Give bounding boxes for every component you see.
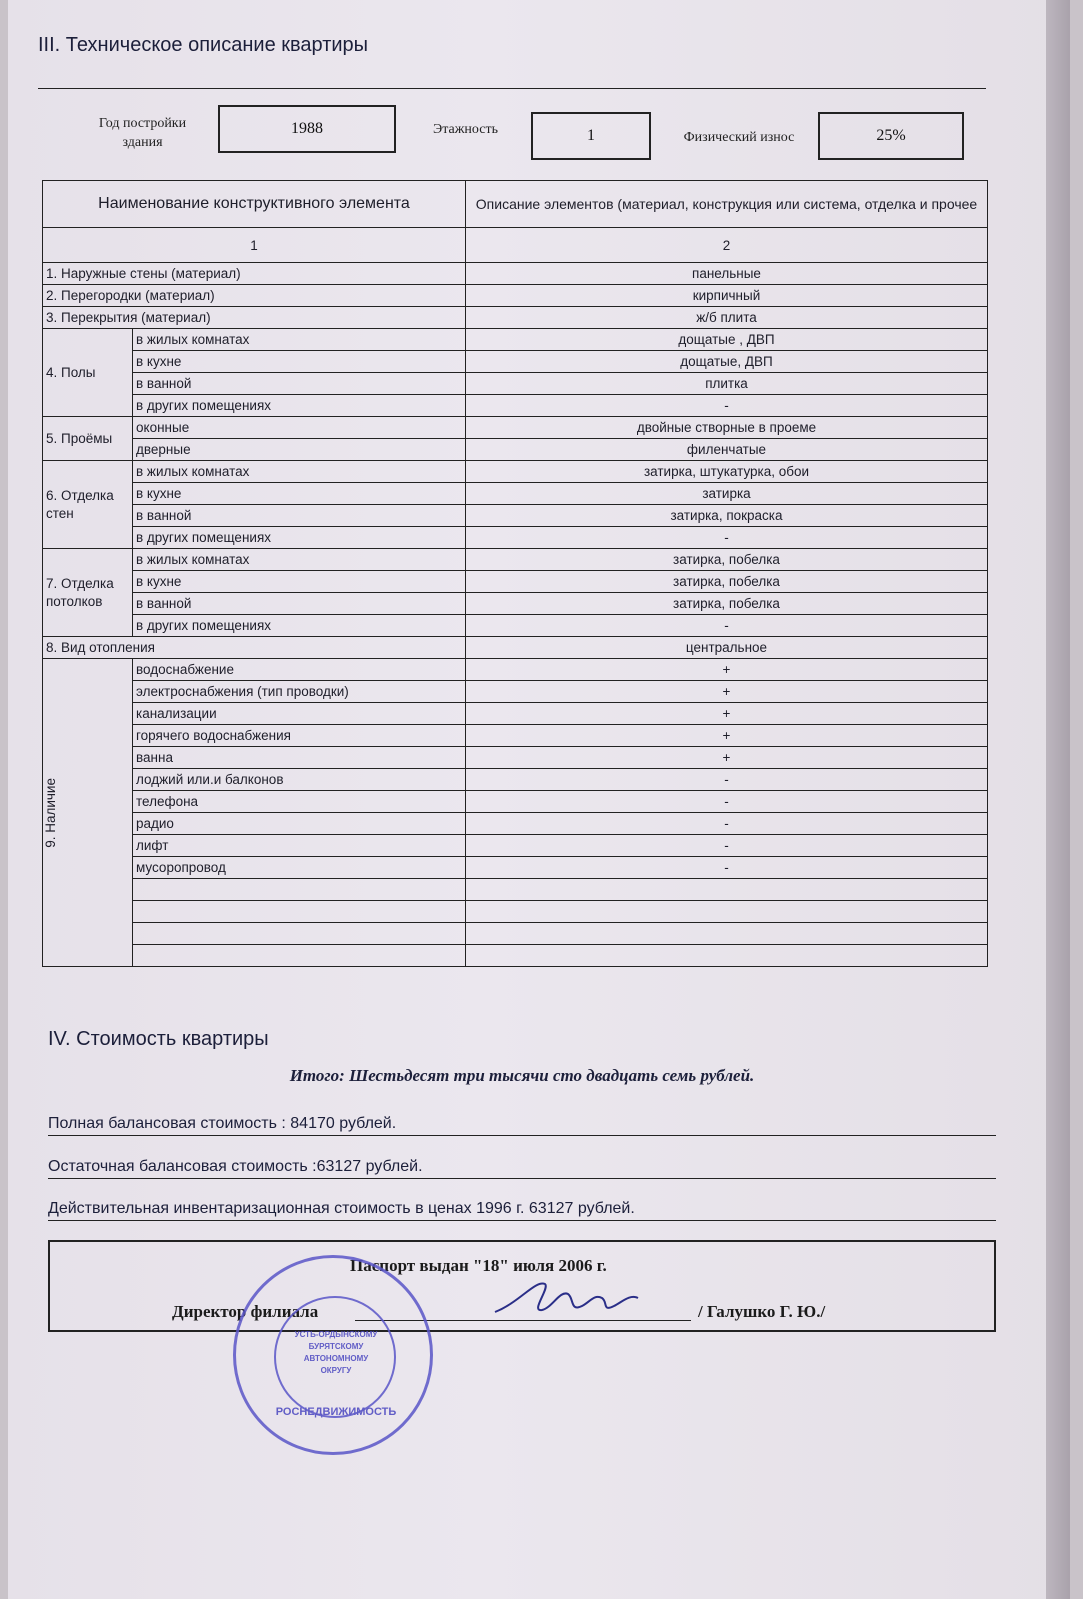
sub-label: в ванной xyxy=(133,505,466,527)
stamp-text: РОСНЕДВИЖИМОСТЬ xyxy=(275,1406,397,1418)
sub-label: в ванной xyxy=(133,593,466,615)
sub-value: плитка xyxy=(466,373,988,395)
group-presence xyxy=(43,659,133,967)
sub-label: в других помещениях xyxy=(133,395,466,417)
official-stamp xyxy=(233,1255,433,1455)
group-presence-label: 9. Наличие xyxy=(43,777,58,848)
sub-value: дощатые , ДВП xyxy=(466,329,988,351)
sub-label: в жилых комнатах xyxy=(133,549,466,571)
total-words: Итого: Шестьдесят три тысячи сто двадцать семь рублей. xyxy=(289,1066,755,1085)
sub-value: затирка, штукатурка, обои xyxy=(466,461,988,483)
inventory-cost: Действительная инвентаризационная стоимость в ценах 1996 г. 63127 рублей. xyxy=(48,1200,996,1221)
sub-label: водоснабжение xyxy=(133,659,466,681)
sub-value: затирка, побелка xyxy=(466,593,988,615)
build-year-label: Год постройки здания xyxy=(98,116,187,150)
sub-value: затирка xyxy=(466,483,988,505)
wear-label: Физический износ xyxy=(683,130,795,145)
sub-label: электроснабжения (тип проводки) xyxy=(133,681,466,703)
residual-cost: Остаточная балансовая стоимость :63127 рублей. xyxy=(48,1158,996,1179)
empty-cell xyxy=(133,879,466,901)
sub-value: - xyxy=(466,769,988,791)
floors-value: 1 xyxy=(531,112,651,160)
empty-cell xyxy=(466,879,988,901)
sub-label: в жилых комнатах xyxy=(133,329,466,351)
group-openings: 5. Проёмы xyxy=(43,417,133,461)
sub-value: - xyxy=(466,527,988,549)
sub-value: + xyxy=(466,659,988,681)
sub-label: в кухне xyxy=(133,351,466,373)
sub-value: затирка, покраска xyxy=(466,505,988,527)
group-walls: 6. Отделка стен xyxy=(43,461,133,549)
full-cost: Полная балансовая стоимость : 84170 рублей. xyxy=(48,1115,996,1136)
build-year-value: 1988 xyxy=(218,105,396,153)
stamp-text: УСТЬ-ОРДЫНСКОМУ xyxy=(294,1330,378,1339)
sub-label: в кухне xyxy=(133,571,466,593)
sub-label: оконные xyxy=(133,417,466,439)
page-edge xyxy=(1046,0,1070,1599)
elements-table xyxy=(42,180,988,967)
group-ceilings: 7. Отделка потолков xyxy=(43,549,133,637)
empty-cell xyxy=(466,901,988,923)
sub-value: филенчатые xyxy=(466,439,988,461)
empty-cell xyxy=(466,923,988,945)
sub-value: - xyxy=(466,395,988,417)
section-3-title: III. Техническое описание квартиры xyxy=(38,34,369,56)
sub-label: дверные xyxy=(133,439,466,461)
row-value: ж/б плита xyxy=(466,307,988,329)
sub-value: дощатые, ДВП xyxy=(466,351,988,373)
director-name: / Галушко Г. Ю./ xyxy=(698,1302,826,1321)
sub-label: радио xyxy=(133,813,466,835)
sub-value: двойные створные в проеме xyxy=(466,417,988,439)
row-value: кирпичный xyxy=(466,285,988,307)
stamp-text: БУРЯТСКОМУ xyxy=(308,1342,364,1351)
empty-cell xyxy=(133,901,466,923)
sub-label: в жилых комнатах xyxy=(133,461,466,483)
table-header-desc: Описание элементов (материал, конструкция или система, отделка и прочее xyxy=(466,181,988,228)
sub-value: затирка, побелка xyxy=(466,571,988,593)
row-label: 2. Перегородки (материал) xyxy=(43,285,466,307)
sub-label: ванна xyxy=(133,747,466,769)
sub-label: горячего водоснабжения xyxy=(133,725,466,747)
row-value: панельные xyxy=(466,263,988,285)
row-label: 8. Вид отопления xyxy=(43,637,466,659)
divider xyxy=(38,88,986,89)
stamp-text: АВТОНОМНОМУ xyxy=(303,1354,369,1363)
sub-label: в кухне xyxy=(133,483,466,505)
sub-label: мусоропровод xyxy=(133,857,466,879)
stamp-text: ОКРУГУ xyxy=(320,1366,352,1375)
col-num-1: 1 xyxy=(43,228,466,263)
empty-cell xyxy=(133,923,466,945)
group-floors: 4. Полы xyxy=(43,329,133,417)
section-4-title: IV. Стоимость квартиры xyxy=(48,1028,269,1050)
sub-label: в других помещениях xyxy=(133,615,466,637)
sub-value: + xyxy=(466,747,988,769)
sub-label: телефона xyxy=(133,791,466,813)
row-value: центральное xyxy=(466,637,988,659)
passport-issued: Паспорт выдан "18" июля 2006 г. xyxy=(350,1256,607,1275)
sub-value: + xyxy=(466,681,988,703)
sub-label: в ванной xyxy=(133,373,466,395)
sub-value: - xyxy=(466,615,988,637)
sub-value: - xyxy=(466,813,988,835)
signature xyxy=(490,1272,640,1322)
table-header-name: Наименование конструктивного элемента xyxy=(43,181,466,228)
col-num-2: 2 xyxy=(466,228,988,263)
sub-label: канализации xyxy=(133,703,466,725)
sub-label: в других помещениях xyxy=(133,527,466,549)
wear-value: 25% xyxy=(818,112,964,160)
row-label: 3. Перекрытия (материал) xyxy=(43,307,466,329)
sub-value: затирка, побелка xyxy=(466,549,988,571)
row-label: 1. Наружные стены (материал) xyxy=(43,263,466,285)
issue-box xyxy=(48,1240,996,1332)
director-label: Директор филиала xyxy=(172,1302,319,1321)
sub-value: - xyxy=(466,791,988,813)
empty-cell xyxy=(133,945,466,967)
sub-value: - xyxy=(466,857,988,879)
sub-value: + xyxy=(466,725,988,747)
document-page xyxy=(8,0,1070,1599)
sub-value: + xyxy=(466,703,988,725)
sub-label: лифт xyxy=(133,835,466,857)
floors-label: Этажность xyxy=(433,122,498,137)
empty-cell xyxy=(466,945,988,967)
sub-label: лоджий или.и балконов xyxy=(133,769,466,791)
sub-value: - xyxy=(466,835,988,857)
